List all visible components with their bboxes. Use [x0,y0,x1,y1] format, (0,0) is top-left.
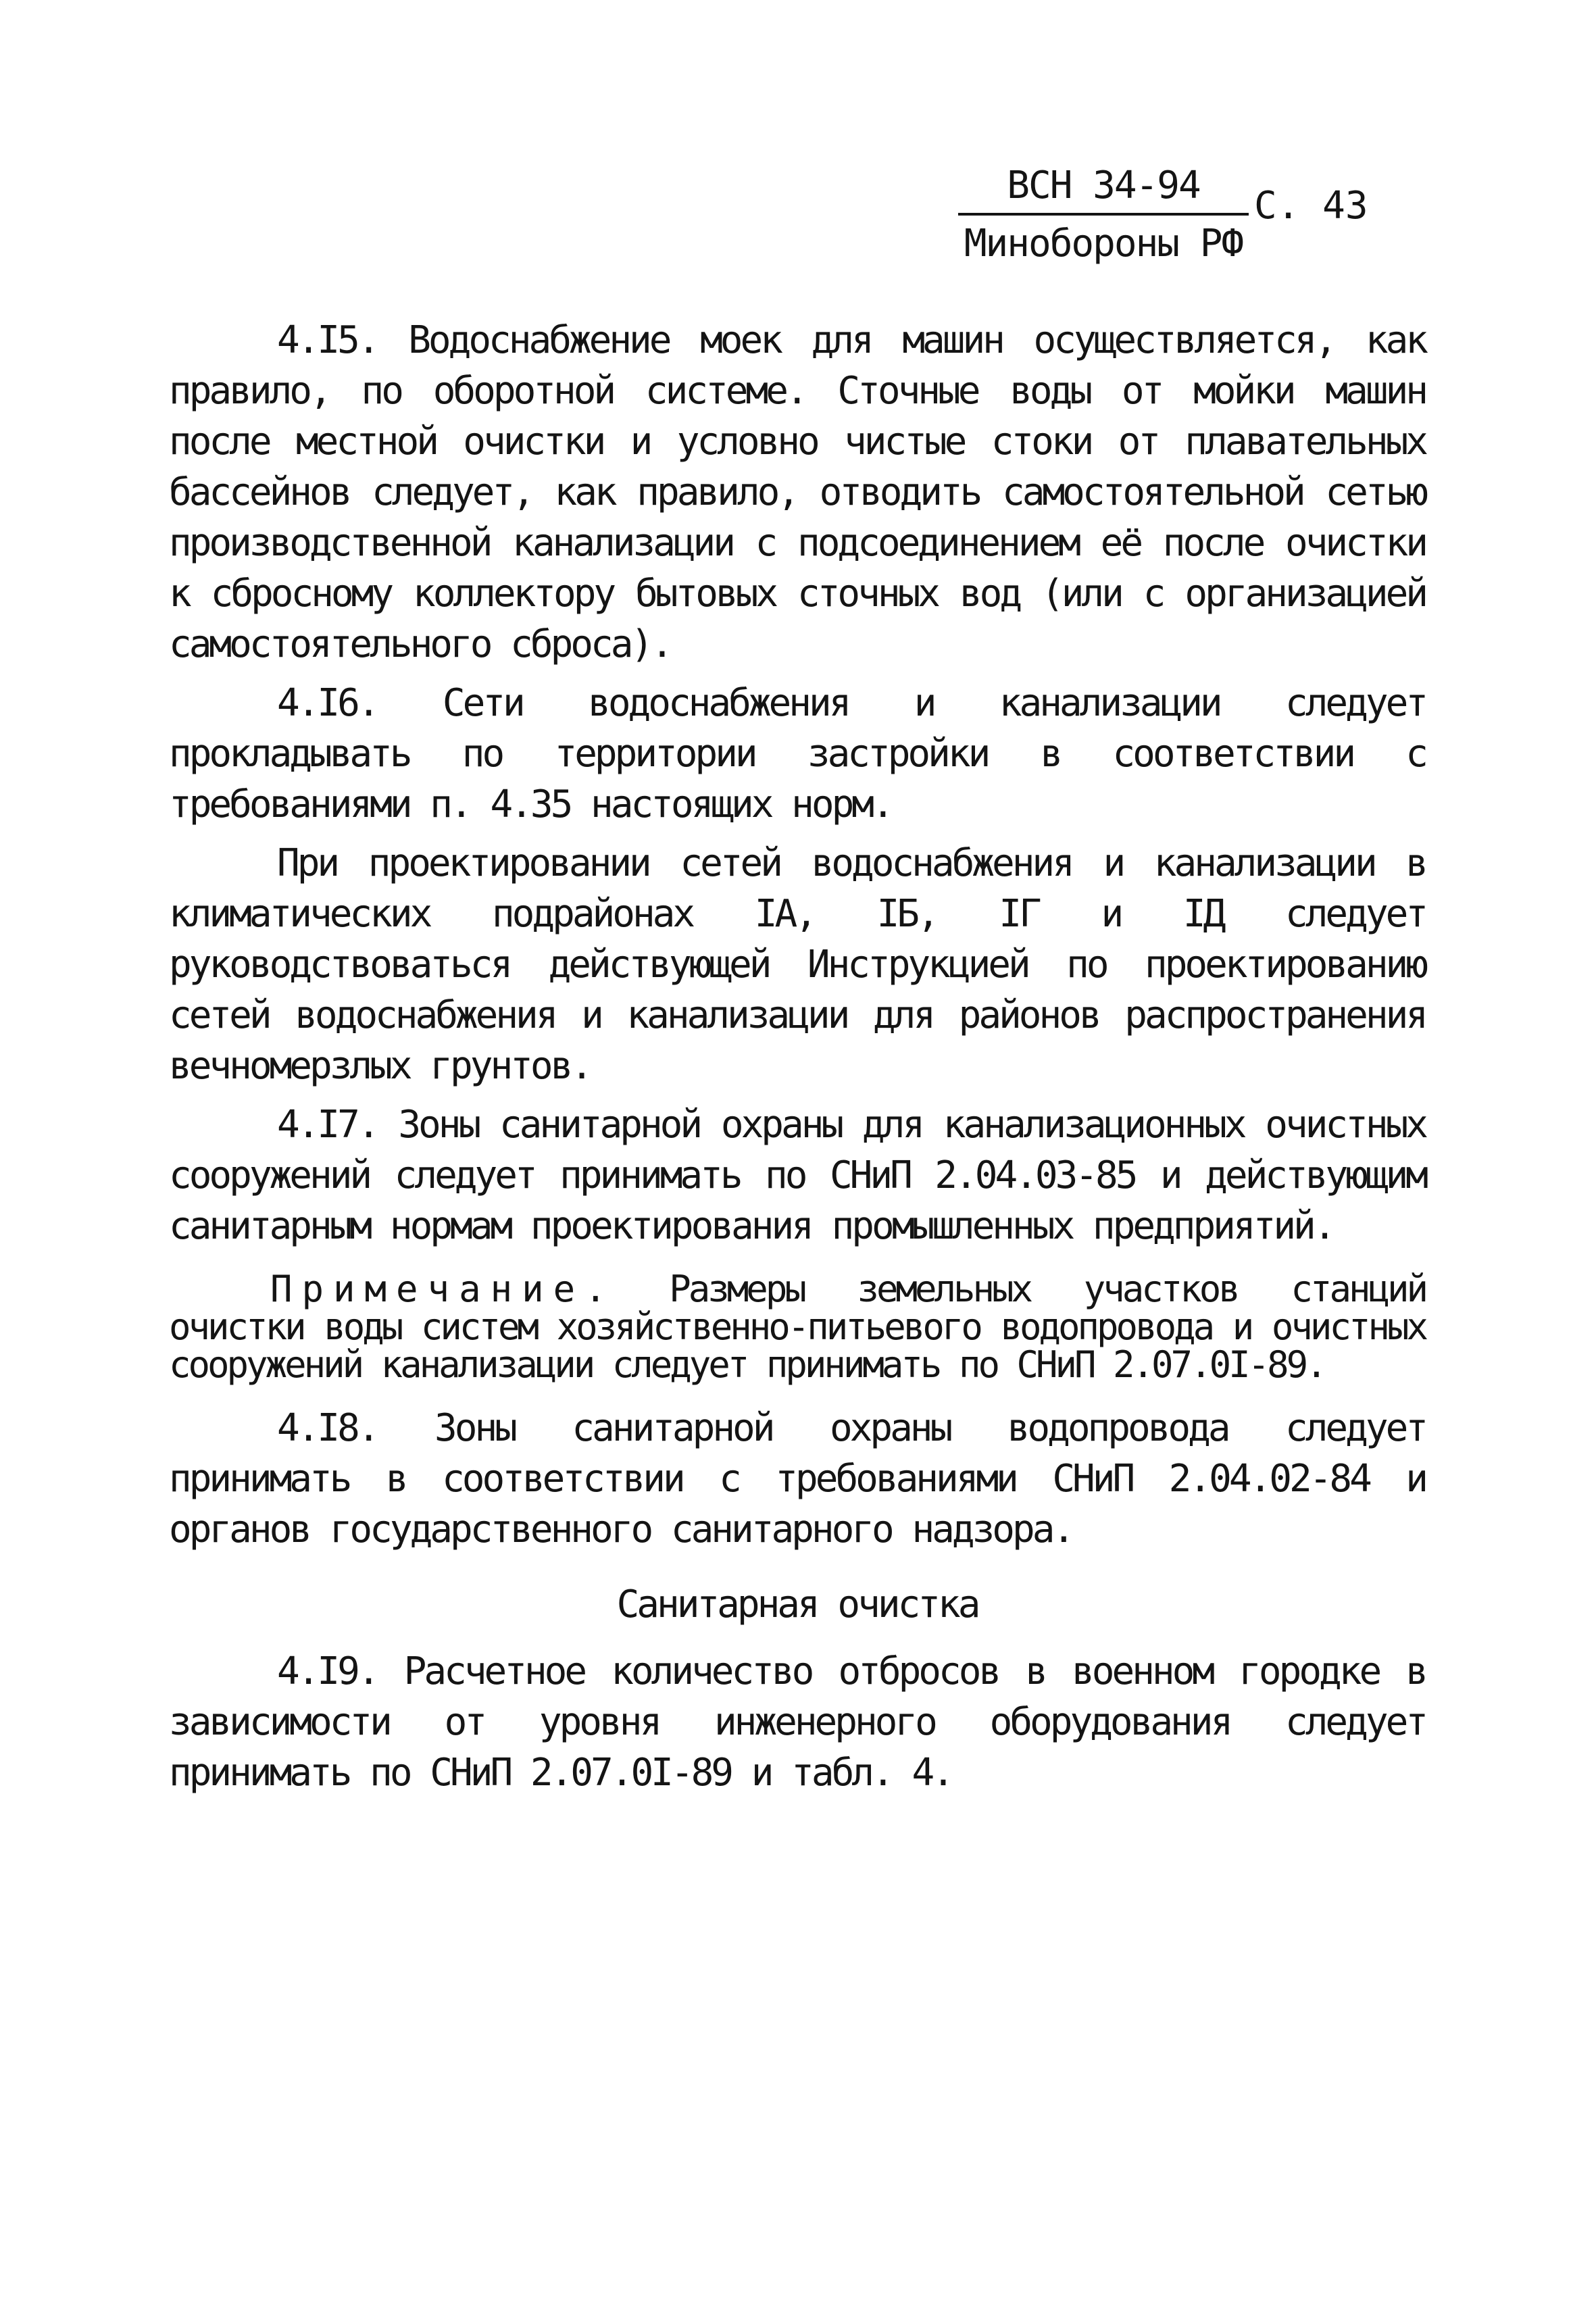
section-title: Санитарная очистка [616,1583,978,1626]
document-code: ВСН 34-94 [958,159,1249,216]
note-label: Примечание. [270,1268,616,1310]
paragraph-4-15: 4.I5. Водоснабжение моек для машин осуществляется, как правило, по оборотной системе. Сточные воды от мойки машин после местной очистки и условно чистые стоки от плавательных бассейнов следует, как правило, отводить самостоятельной сетью производственной канализации с подсоединением её после очистки к сбросному коллектору бытовых сточных вод (или с организацией самостоятельного сброса). [169,318,1426,666]
note [169,1270,1426,1384]
paragraph-4-16-continuation: При проектировании сетей водоснабжения и канализации в климатических подрайонах IА, IБ, IГ и IД следует руководствоваться действующей Инструкцией по проектированию сетей водоснабжения и канализации для районов распространения вечномерзлых грунтов. [169,841,1426,1088]
paragraph-4-18: 4.I8. Зоны санитарной охраны водопровода следует принимать в соответствии с требованиями СНиП 2.04.02-84 и органов государственного санитарного надзора. [169,1406,1426,1551]
note-text: Размеры земельных участков станций очистки воды систем хозяйственно-питьевого водопровода и очистных сооружений канализации следует принимать по СНиП 2.07.0I-89. [169,1268,1426,1386]
paragraph-4-19: 4.I9. Расчетное количество отбросов в военном городке в зависимости от уровня инженерного оборудования следует принимать по СНиП 2.07.0I-89 и табл. 4. [169,1649,1426,1795]
paragraph-4-16: 4.I6. Сети водоснабжения и канализации следует прокладывать по территории застройки в соответствии с требованиями п. 4.35 настоящих норм. [169,681,1426,826]
page-header [951,159,1384,294]
ministry-name: Минобороны РФ [964,222,1243,266]
page-number: С. 43 [1254,184,1368,228]
document-body [169,315,1426,1806]
paragraph-4-17: 4.I7. Зоны санитарной охраны для канализационных очистных сооружений следует принимать по СНиП 2.04.03-85 и действующим санитарным нормам проектирования промышленных предприятий. [169,1103,1426,1248]
